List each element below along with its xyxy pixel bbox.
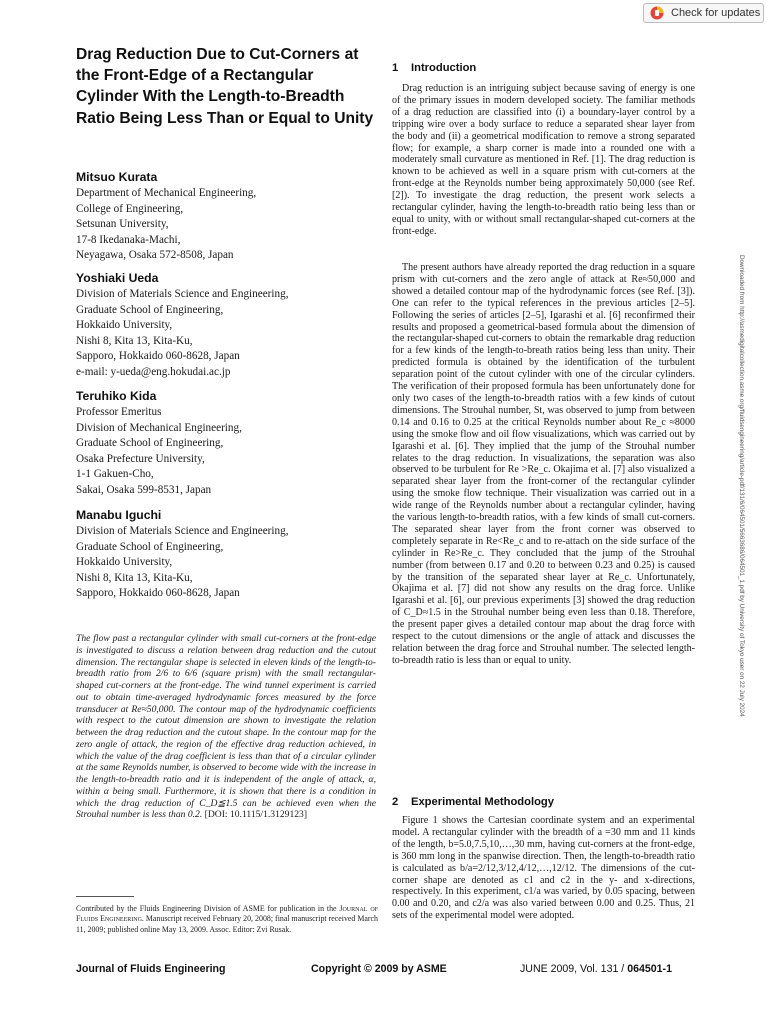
section-heading-experimental-methodology (392, 795, 554, 809)
affiliation-line: 1-1 Gakuen-Cho, (76, 468, 154, 481)
footnote-journal: Journal of Fluids Engineering (76, 904, 378, 924)
affiliation-line: Division of Mechanical Engineering, (76, 421, 242, 434)
affiliation-line: Professor Emeritus (76, 406, 162, 418)
footnote-rule (76, 896, 134, 897)
affiliation-line: Graduate School of Engineering, (76, 303, 224, 316)
footer-copyright: Copyright © 2009 by ASME (311, 963, 447, 975)
doi-link[interactable]: [DOI: 10.1115/1.3129123] (204, 809, 308, 821)
download-sidebar (735, 255, 745, 815)
author-block (76, 507, 376, 602)
paragraph: The present authors have already reported the drag reduction in a square prism with cut-corners and the zero angle of attack at Re≈50,000 and showed a detailed contour map of the hydrodynamic forces (see Ref. [3]). One can refer to the typical references in the previous articles [2–5]. Following the series of articles [2–5], Igarashi et al. [6] reconfirmed their results and proposed a geometrical-based formula about the dimension of the rectangular-shaped cut-corners to obtain the remarkable drag reduction for a few kinds of the length-to-breath ratios being less than unity. Their predicted formula is obtained by the identification of the turbulent separation point of the cutout cylinder with one of the circular cylinders. The verification of their proposed formula has been unfortunately done for only two cases of the length-to-breadth ratios with a few kinds of cutout dimensions. The Strouhal number, St, was observed to jump from between 0.14 and 0.16 to 0.25 at the critical Reynolds number about Re_c ≈8000 using the smoke flow and oil flow visualizations, which was carried out by Igarashi et al. [6]. They implied that the jump of the Strouhal number relates to the drag reduction. In visualizations, the separation was also observed to be turbulent for Re >Re_c. Okajima et al. [7] also visualized a separated shear layer from the front-corner of the rectangular cylinder using the smoke flow technique. Their visualization was carried out in a wide range of the Reynolds number about a rectangular cylinder, having the various length-to-breadth ratios, with a few kinds of small cut-corners. The separated shear layer from the front corner was observed to completely separate in Re<Re_c and to re-attach on the side surface of the cylinder in Re>Re_c. They concluded that the jump of the Strouhal number (from between 0.17 and 0.20 to between 0.23 and 0.25) is caused by the transition of the separated shear layer at Re_c. Unfortunately, Okajima et al. [7] did not show any results on the drag force. Unlike Igarashi et al. [6], our previous experiments [3] showed the drag reduction of C_D≈1.5 in the Strouhal number being even less than 0.18. Therefore, the present paper gives a detailed contour map about the drag force with respect to the cutout dimensions or the angle of attack and discusses the relation between the drag force and Strouhal number. The selected length-to-breadth ratio is less than or equal to unity. (392, 262, 695, 666)
abstract (76, 633, 376, 821)
section-title: Experimental Methodology (411, 796, 554, 808)
footnote-text: . Manuscript received February 20, 2008; final manuscript received March 11, 2009; published online May 13, 2009. Assoc. Editor: Zvi Rusak. (76, 914, 378, 934)
author-block (76, 388, 376, 499)
author-block (76, 169, 376, 264)
author-name: Mitsuo Kurata (76, 170, 158, 184)
abstract-text: The flow past a rectangular cylinder with small cut-corners at the front-edge is investigated to discuss a relation between drag reduction and the cutout dimension. The rectangular shape is selected in eleven kinds of the length-to-breadth ratio from 2/6 to 6/6 (square prism) with the small rectangular-shaped cut-corners at the front-edge. The wind tunnel experiment is carried out to obtain time-averaged hydrodynamic forces measured by the force transducer at Re≈50,000. The contour map of the hydrodynamic coefficients with respect to the cutout dimension are shown to investigate the relation between the drag reduction and the cutout shape. In the contour map for the zero angle of attack, the region of the effective drag reduction achieved, in which the value of the drag coefficient is less than that of a circular cylinder at the same Reynolds number, is observed to become wide with the increase in the length-to-breadth ratio and it is independent of the angle of attack, α, within α being small. Furthermore, it is shown that there is a condition in which the drag reduction of C_D≦1.5 can be achieved even when the Strouhal number is less than 0.2. (76, 633, 376, 821)
affiliation-line: Hokkaido University, (76, 319, 173, 332)
section-number: 1 (392, 62, 399, 74)
affiliation-line: Sapporo, Hokkaido 060-8628, Japan (76, 587, 240, 600)
affiliation-line: Sapporo, Hokkaido 060-8628, Japan (76, 350, 240, 363)
author-email[interactable]: e-mail: y-ueda@eng.hokudai.ac.jp (76, 365, 231, 378)
footnote-text: Contributed by the Fluids Engineering Division of ASME for publication in the (76, 904, 340, 913)
section-number: 2 (392, 796, 399, 808)
affiliation-line: Graduate School of Engineering, (76, 540, 224, 553)
paragraph: Drag reduction is an intriguing subject because saving of energy is one of the primary issues in modern developed society. The familiar methods of a drag reduction are classified into (i) a boundary-layer control by a tripping wire over a body surface to reduce a separated shear layer from the body and (ii) a geometrical modification to remove a strong separated flow; for example, a sharp corner is made into a rounded one with a moderately small curvature as mentioned in Ref. [1]. The drag reduction is known to be achieved as well in a square prism with cut-corners at the front-edge at the Reynolds number being approximately 50,000 (see Ref. [2]). To investigate the drag reduction, the present work selects a rectangular cylinder, having the length-to-breadth ratio being less than or equal to unity, with or without small rectangular-shaped cut-corners at the front-edge. (392, 83, 695, 237)
affiliation-line: Nishi 8, Kita 13, Kita-Ku, (76, 334, 193, 347)
affiliation-line: Neyagawa, Osaka 572-8508, Japan (76, 249, 234, 262)
footer-issue (520, 963, 672, 977)
affiliation-line: Division of Materials Science and Engineering, (76, 288, 289, 300)
author-name: Teruhiko Kida (76, 389, 157, 403)
section-heading-introduction (392, 61, 476, 75)
affiliation-line: 17-8 Ikedanaka-Machi, (76, 233, 181, 246)
affiliation-line: Graduate School of Engineering, (76, 437, 224, 450)
affiliation-line: College of Engineering, (76, 202, 184, 215)
affiliation-line: Osaka Prefecture University, (76, 452, 205, 465)
footer-page-number: 064501-1 (627, 963, 672, 975)
author-name: Manabu Iguchi (76, 508, 162, 522)
author-name: Yoshiaki Ueda (76, 271, 159, 285)
affiliation-line: Department of Mechanical Engineering, (76, 187, 257, 199)
affiliation-line: Sakai, Osaka 599-8531, Japan (76, 483, 212, 496)
crossmark-update-icon (650, 6, 664, 20)
paragraph: Figure 1 shows the Cartesian coordinate system and an experimental model. A rectangular cylinder with the breadth of a =30 mm and 11 kinds of the length, b=5.0,7.5,10,…,30 mm, having cut-corners at the front-edge, is 360 mm long in the spanwise direction. Then, the length-to-breadth ratio is calculated as b/a=2/12,3/12,4/12,…,12/12. The dimensions of the cut-corner shape are denoted as c1 and c2 in the y- and x-directions, respectively. In this experiment, c1/a was varied, by 0.05 spacing, between 0.00 and 0.20, and c2/a was also varied between 0.00 and 0.25. Thus, 21 sets of the experimental model were adopted. (392, 815, 695, 922)
affiliation-line: Division of Materials Science and Engineering, (76, 525, 289, 537)
author-block (76, 270, 376, 381)
footer-issue-text: JUNE 2009, Vol. 131 / (520, 963, 628, 975)
download-note[interactable]: Downloaded from http://asmedigitalcollection.asme.org/fluidsengineering/article-pdf/131/6/064501/5663686/064501_1.pdf by University of Tokyo user on 22 July 2024 (738, 255, 745, 717)
section-title: Introduction (411, 62, 477, 74)
paper-title: Drag Reduction Due to Cut-Corners at the Front-Edge of a Rectangular Cylinder With the Length-to-Breadth Ratio Being Less Than or Equal to Unity (76, 46, 374, 127)
affiliation-line: Setsunan University, (76, 218, 169, 231)
footnote (76, 904, 378, 935)
footer-journal: Journal of Fluids Engineering (76, 963, 226, 975)
check-for-updates-button[interactable] (643, 3, 764, 23)
check-for-updates-label: Check for updates (671, 7, 761, 19)
affiliation-line: Nishi 8, Kita 13, Kita-Ku, (76, 571, 193, 584)
affiliation-line: Hokkaido University, (76, 556, 173, 569)
